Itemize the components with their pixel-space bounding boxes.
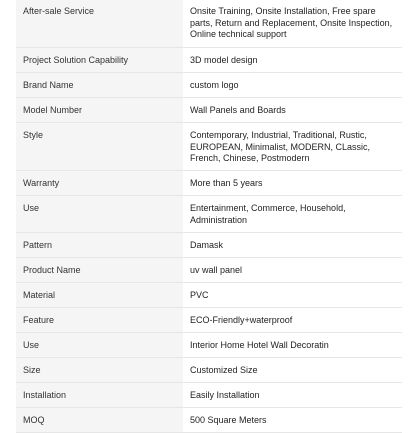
spec-label: Brand Name xyxy=(16,73,183,98)
product-specs-table xyxy=(16,0,402,433)
spec-row-brand-name xyxy=(16,73,402,98)
spec-row-model-number xyxy=(16,98,402,123)
spec-row-material xyxy=(16,283,402,308)
spec-label: Use xyxy=(16,333,183,358)
spec-label: Material xyxy=(16,283,183,308)
spec-value: Interior Home Hotel Wall Decoratin xyxy=(183,333,402,358)
spec-row-project-solution xyxy=(16,48,402,73)
spec-value: Entertainment, Commerce, Household, Administration xyxy=(183,196,402,233)
spec-label: Use xyxy=(16,196,183,233)
spec-value: PVC xyxy=(183,283,402,308)
spec-value: Damask xyxy=(183,233,402,258)
spec-row-style xyxy=(16,123,402,171)
spec-value: ECO-Friendly+waterproof xyxy=(183,308,402,333)
spec-label: Size xyxy=(16,358,183,383)
spec-row-pattern xyxy=(16,233,402,258)
spec-value: Onsite Training, Onsite Installation, Free spare parts, Return and Replacement, Onsite Inspection, Online technical support xyxy=(183,0,402,48)
spec-value: Customized Size xyxy=(183,358,402,383)
spec-row-feature xyxy=(16,308,402,333)
spec-label: Model Number xyxy=(16,98,183,123)
spec-row-use-interior xyxy=(16,333,402,358)
spec-value: custom logo xyxy=(183,73,402,98)
spec-label: Installation xyxy=(16,383,183,408)
spec-value: 3D model design xyxy=(183,48,402,73)
spec-value: 500 Square Meters xyxy=(183,408,402,433)
spec-label: Warranty xyxy=(16,171,183,196)
spec-label: Pattern xyxy=(16,233,183,258)
spec-label: Style xyxy=(16,123,183,171)
spec-row-warranty xyxy=(16,171,402,196)
spec-row-after-sale-service xyxy=(16,0,402,48)
spec-row-moq xyxy=(16,408,402,433)
spec-value: More than 5 years xyxy=(183,171,402,196)
spec-value: uv wall panel xyxy=(183,258,402,283)
spec-label: MOQ xyxy=(16,408,183,433)
spec-value: Easily Installation xyxy=(183,383,402,408)
spec-label: Feature xyxy=(16,308,183,333)
spec-label: Project Solution Capability xyxy=(16,48,183,73)
spec-row-use xyxy=(16,196,402,233)
spec-label: Product Name xyxy=(16,258,183,283)
spec-value: Contemporary, Industrial, Traditional, Rustic, EUROPEAN, Minimalist, MODERN, CLassic, French, Chinese, Postmodern xyxy=(183,123,402,171)
spec-value: Wall Panels and Boards xyxy=(183,98,402,123)
spec-row-installation xyxy=(16,383,402,408)
spec-label: After-sale Service xyxy=(16,0,183,48)
spec-row-size xyxy=(16,358,402,383)
spec-row-product-name xyxy=(16,258,402,283)
